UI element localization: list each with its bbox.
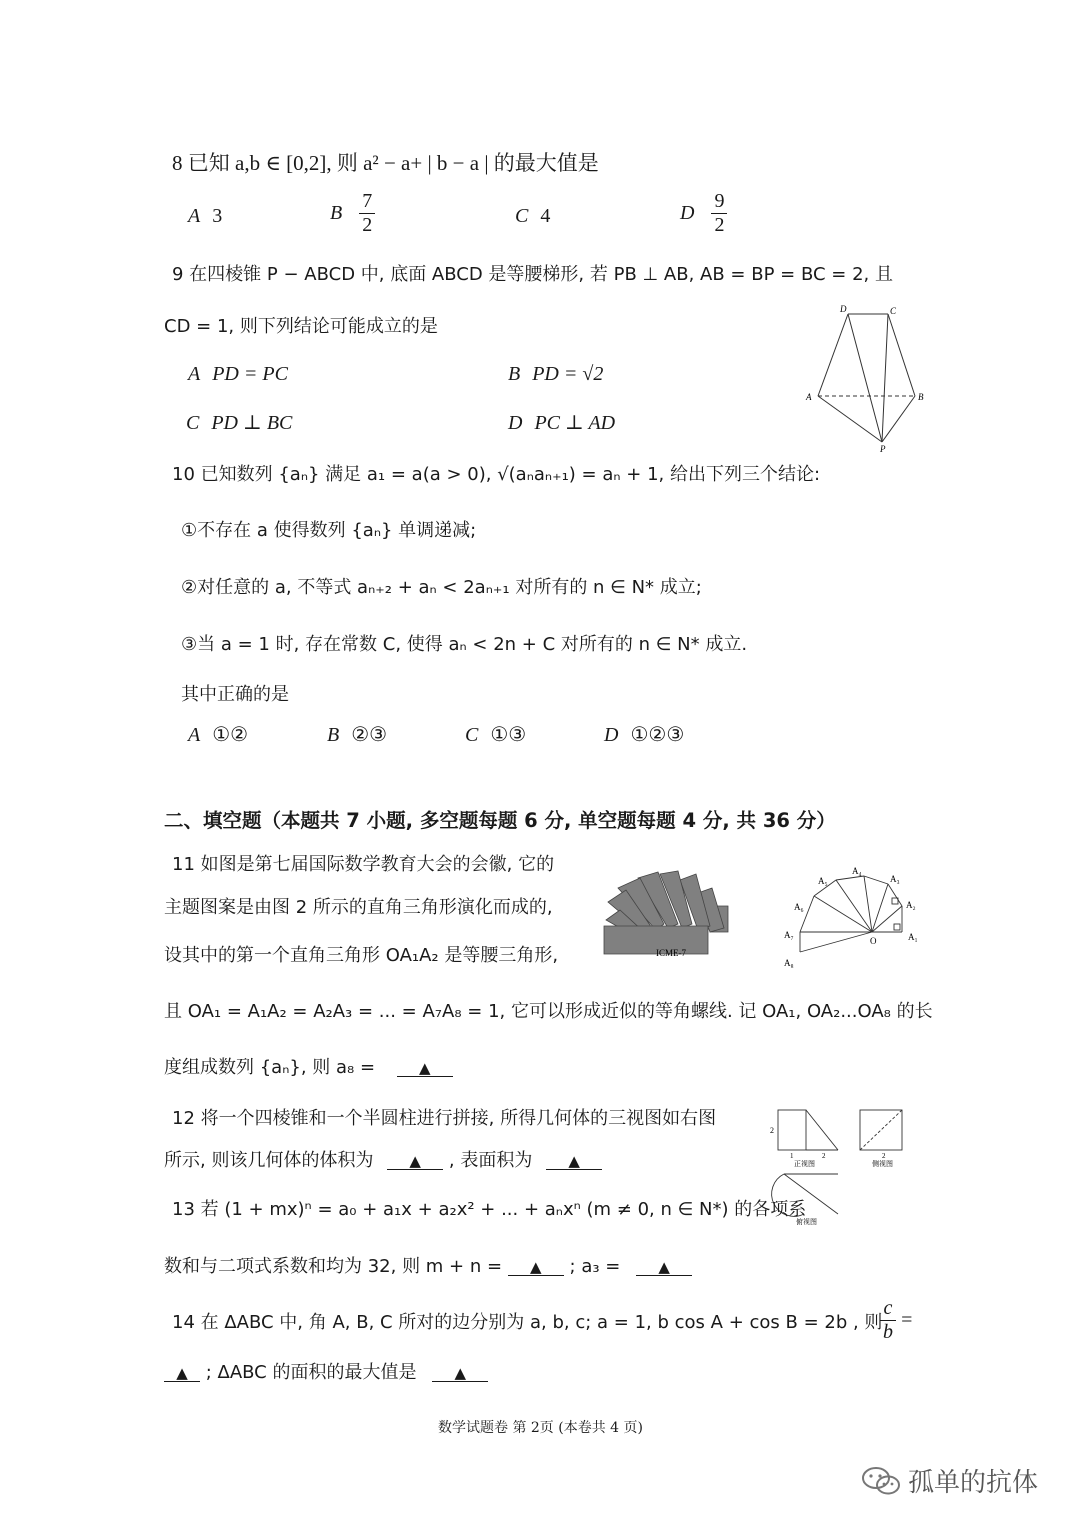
dim-side: 2 [882, 1152, 886, 1160]
q8-option-c: C 4 [515, 205, 551, 227]
q14-area-blank[interactable]: ▲ [432, 1365, 488, 1382]
top-view-label: 俯视图 [796, 1218, 817, 1226]
q10-stem: 10 已知数列 {aₙ} 满足 a₁ = a(a > 0), √(aₙaₙ₊₁) = aₙ + 1, 给出下列三个结论: [172, 464, 821, 485]
icme-logo [600, 866, 735, 958]
dim-1: 1 [790, 1152, 794, 1160]
label-p: P [880, 444, 886, 454]
q10-statement-2: ②对任意的 a, 不等式 aₙ₊₂ + aₙ < 2aₙ₊₁ 对所有的 n ∈ N* 成立; [181, 577, 702, 598]
dim-2: 2 [822, 1152, 826, 1160]
q9-option-a: A PD = PC [188, 363, 288, 385]
q12-area-blank[interactable]: ▲ [546, 1153, 602, 1170]
q12-line1: 12 将一个四棱锥和一个半圆柱进行拼接, 所得几何体的三视图如右图 [172, 1108, 717, 1129]
q11-line2: 主题图案是由图 2 所示的直角三角形演化而成的, [164, 897, 553, 918]
spiral-a5: A₅ [818, 876, 828, 886]
q8-option-d: D $\frac{9}{2}$ [680, 190, 727, 237]
q11-line1: 11 如图是第七届国际数学教育大会的会徽, 它的 [172, 854, 555, 875]
spiral-o: O [870, 936, 877, 946]
q11-line4: 且 OA₁ = A₁A₂ = A₂A₃ = ... = A₇A₈ = 1, 它可以形成近似的等角螺线. 记 OA₁, OA₂...OA₈ 的长 [164, 1001, 933, 1022]
q14-ratio-blank[interactable]: ▲ [164, 1365, 200, 1382]
pyramid-figure [800, 300, 930, 455]
q11-answer-blank[interactable]: ▲ [397, 1060, 453, 1077]
q14-line1: 14 在 ΔABC 中, 角 A, B, C 所对的边分别为 a, b, c; a = 1, b cos A + cos B = 2b , 则 [172, 1312, 883, 1333]
spiral-a6: A₆ [794, 902, 804, 912]
q13-line2: 数和与二项式系数和均为 32, 则 m + n = ▲ ; a₃ = ▲ [164, 1252, 692, 1278]
spiral-a1: A₁ [908, 932, 918, 942]
page-footer: 数学试题卷 第 2页 (本卷共 4 页) [438, 1420, 643, 1436]
q10-statement-1: ①不存在 a 使得数列 {aₙ} 单调递减; [181, 520, 477, 541]
dim-height: 2 [770, 1126, 774, 1135]
q8-option-b: B $\frac{7}{2}$ [330, 190, 375, 237]
q9-stem-line1: 9 在四棱锥 P − ABCD 中, 底面 ABCD 是等腰梯形, 若 PB ⊥ AB, AB = BP = BC = 2, 且 [172, 264, 893, 285]
q10-statement-3: ③当 a = 1 时, 存在常数 C, 使得 aₙ < 2n + C 对所有的 n ∈ N* 成立. [181, 634, 748, 655]
spiral-a4: A₄ [852, 866, 862, 876]
q14-fraction: $\frac{c}{b}$ = [880, 1297, 912, 1344]
q10-option-c: C ①③ [465, 724, 527, 746]
q10-prompt: 其中正确的是 [181, 684, 289, 705]
q12-volume-blank[interactable]: ▲ [387, 1153, 443, 1170]
q8-option-a: A 3 [188, 205, 223, 227]
q10-option-b: B ②③ [327, 724, 388, 746]
q11-line5: 度组成数列 {aₙ}, 则 a₈ = ▲ [164, 1053, 453, 1079]
spiral-figure [780, 862, 925, 972]
side-view-label: 侧视图 [872, 1160, 893, 1168]
watermark [860, 1462, 1038, 1499]
q10-option-d: D ①②③ [604, 724, 685, 746]
spiral-a7: A₇ [784, 930, 794, 940]
spiral-a2: A₂ [906, 900, 916, 910]
q13-a3-blank[interactable]: ▲ [636, 1259, 692, 1276]
spiral-a8: A₈ [784, 958, 794, 968]
label-b: B [918, 392, 924, 402]
logo-caption: ICME-7 [656, 948, 686, 958]
q11-line3: 设其中的第一个直角三角形 OA₁A₂ 是等腰三角形, [164, 945, 559, 966]
q8-stem: 8 已知 a,b ∈ [0,2], 则 a² − a+ | b − a | 的最大值是 [172, 151, 599, 175]
q14-line2: ▲ ; ΔABC 的面积的最大值是 ▲ [164, 1358, 488, 1384]
label-a: A [806, 392, 812, 402]
label-c: C [890, 306, 897, 316]
wechat-icon [860, 1464, 902, 1498]
q9-option-b: B PD = √2 [508, 363, 604, 385]
q9-option-d: D PC ⊥ AD [508, 412, 616, 434]
q12-line2: 所示, 则该几何体的体积为 ▲ , 表面积为 ▲ [164, 1146, 602, 1172]
q10-option-a: A ①② [188, 724, 249, 746]
label-d: D [840, 304, 847, 314]
q13-line1: 13 若 (1 + mx)ⁿ = a₀ + a₁x + a₂x² + ... + aₙxⁿ (m ≠ 0, n ∈ N*) 的各项系 [172, 1199, 807, 1220]
front-view-label: 正视图 [794, 1160, 815, 1168]
watermark-text: 孤单的抗体 [908, 1468, 1039, 1498]
q9-stem-line2: CD = 1, 则下列结论可能成立的是 [164, 316, 438, 337]
q13-sum-blank[interactable]: ▲ [508, 1259, 564, 1276]
spiral-a3: A₃ [890, 874, 900, 884]
section-2-heading: 二、填空题（本题共 7 小题, 多空题每题 6 分, 单空题每题 4 分, 共 36 分） [164, 809, 836, 832]
q9-option-c: C PD ⊥ BC [186, 412, 293, 434]
